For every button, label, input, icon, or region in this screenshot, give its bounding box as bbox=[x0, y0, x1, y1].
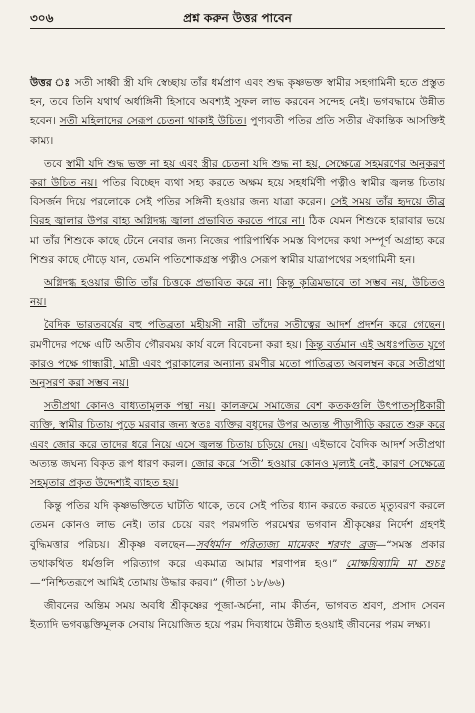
text-span: —“নিশ্চিতরূপে আমিই তোমায় উদ্ধার করব।” (গীতা ১৮/৬৬) bbox=[30, 577, 286, 590]
underlined-text: অগ্নিদগ্ধ হওয়ার ভীতি তাঁর চিত্তকে প্রভাবিত করে না। bbox=[44, 277, 272, 290]
text-span: তবে bbox=[44, 157, 67, 170]
text-span: সতী সাধ্বী স্ত্রী যদি স্বেচ্ছায় তাঁর ধর্মপ্রাণ এবং শুদ্ধ কৃষ্ণভক্ত স্বামীর সহগামিনী হতে প্রস্তুত হন, তবে তিনি যথার্থ অর্ধাঙ্গিনী হিসাবে অবশ্যই সুফল লাভ করবেন সন্দেহ নেই। ভগবদ্ধামে উন্নীত হবেন। bbox=[30, 77, 445, 128]
paragraph-3 bbox=[30, 274, 445, 312]
underlined-text: স্বামী যদি শুদ্ধ ভক্ত না হয় এবং স্ত্রীর চেতনা যদি শুদ্ধ না হয়, সেক্ষেত্রে সহমরণের অনুকরণ করা উচিত নয়। bbox=[30, 157, 445, 190]
paragraph-5 bbox=[30, 397, 445, 493]
text-span: পুণ্যবতী পতির প্রতি সতীর ঐকান্তিক আসক্তিই কাম্য। bbox=[30, 115, 446, 147]
underlined-text: জোর করে ‘সতী’ হওয়ার কোনও মূল্যই নেই, কারণ সেক্ষেত্রে সহমৃতার প্রকৃত উদ্দেশ্যই ব্যাহত হয়। bbox=[30, 457, 445, 490]
underlined-text: কিন্তু কৃত্রিমভাবে তা সম্ভব নয়, উচিতও নয়। bbox=[30, 277, 445, 309]
paragraph-4 bbox=[30, 316, 445, 393]
paragraph-7 bbox=[30, 597, 445, 635]
underlined-text: সতীপ্রথা কোনও বাধ্যতামূলক পন্থা নয়। bbox=[44, 400, 216, 413]
text-span: কিন্তু পতির যদি কৃষ্ণভক্তিতে ঘাটতি থাকে, তবে সেই পতির ধ্যান করতে করতে মৃত্যুবরণ করলে তেমন কোনও লাভ নেই। তার চেয়ে বরং পরমগতি পরমেশ্বর ভগবান শ্রীকৃষ্ণের নির্দেশ গ্রহণই বুদ্ধিমত্তার পরিচয়। শ্রীকৃষ্ণ বলছেন— bbox=[30, 500, 445, 551]
text-span: এইভাবে বৈদিক আদর্শ সতীপ্রথা অত্যন্ত জঘন্য বিকৃত রূপ ধারণ করল। bbox=[30, 438, 445, 470]
page-number: ৩০৬ bbox=[30, 11, 54, 25]
underlined-text: সতী মহিলাদের সেরূপ চেতনা থাকাই উচিত। bbox=[59, 115, 247, 128]
text-span: পতির বিচ্ছেদ ব্যথা সহ্য করতে অক্ষম হয়ে সহধর্মিণী পত্নীও স্বামীর জ্বলন্ত চিতায় বিসর্জন দিয়ে পরলোকে সেই পতির সঙ্গিনী হওয়ার জন্য যাত্রা করেন। bbox=[30, 177, 445, 209]
verse-quote: সর্বধর্মান পরিত্যজ্য মামেকং শরণং ব্রজ bbox=[195, 538, 376, 551]
text-span: ঠিক যেমন শিশুকে হারাবার ভয়ে মা তাঁর শিশুকে কাছে টেনে নেবার জন্য নিজের পারিপার্শ্বিক সমস্ত বিপদের কথা সম্পূর্ণ অগ্রাহ্য করে শিশুর কাছে দৌড়ে যান, তেমনি পতিশোকগ্রস্ত পত্নীও সেরূপ স্বামীর যাত্রাপথের সহগামিনী হন। bbox=[30, 215, 446, 266]
body-text bbox=[30, 74, 445, 636]
underlined-text: কিন্তু বর্তমান এই অধঃপতিত যুগে কারও পক্ষে গান্ধারী, মাদ্রী এবং পুরাকালের অন্যান্য রমণীর মতো পাতিব্রত্য অবলম্বন করে সতীপ্রথা অনুসরণ করা সম্ভব নয়। bbox=[30, 338, 445, 390]
text-span: —“সমস্ত প্রকার তথাকথিত ধর্মগুলি পরিত্যাগ করে একমাত্র আমার শরণাপন্ন হও।” bbox=[30, 538, 445, 570]
paragraph-answer bbox=[30, 74, 445, 151]
text-span: জীবনের অন্তিম সময় অবধি শ্রীকৃষ্ণের পূজা-অর্চনা, নাম কীর্তন, ভাগবত শ্রবণ, প্রসাদ সেবন ইত্যাদি ভগবদ্ভক্তিমূলক সেবায় নিয়োজিত হয়ে পরম দিব্যধামে উন্নীত হওয়াই জীবনের পরম লক্ষ্য। bbox=[30, 600, 445, 632]
paragraph-2 bbox=[30, 155, 445, 270]
verse-quote: মোক্ষয়িষ্যামি মা শুচঃ bbox=[346, 557, 445, 570]
underlined-text: কালক্রমে সমাজের বেশ কতকগুলি উৎপাতসৃষ্টিকারী ব্যক্তি, স্বামীর চিতায় পুড়ে মরবার জন্য স্বতঃ ব্যক্তির বধূদের উপর অত্যন্ত পীড়াপীড়ি করতে শুরু করে এবং জোর করে তাদের ধরে নিয়ে এসে জ্বলন্ত চিতায় চড়িয়ে দেয়। bbox=[30, 400, 445, 451]
answer-label: উত্তর ঃ bbox=[30, 77, 71, 89]
underlined-text: সেই সময় তাঁর হৃদয়ে তীব্র বিরহ জ্বালার উপর বাহ্য অগ্নিদগ্ধ জ্বালা প্রভাবিত করতে পারে না। bbox=[30, 196, 445, 228]
page-header bbox=[30, 8, 445, 28]
text-span: রমণীদের পক্ষে এটি অতীব গৌরবময় কার্য বলে বিবেচনা করা হয়। bbox=[30, 338, 306, 351]
header-rule bbox=[30, 28, 445, 29]
paragraph-6 bbox=[30, 497, 445, 593]
running-title: প্রশ্ন করুন উত্তর পাবেন bbox=[183, 11, 292, 25]
underlined-text: বৈদিক ভারতবর্ষের বহু পতিব্রতা মহীয়সী নারী তাঁদের সতীত্বের আদর্শ প্রদর্শন করে গেছেন। bbox=[44, 319, 445, 332]
